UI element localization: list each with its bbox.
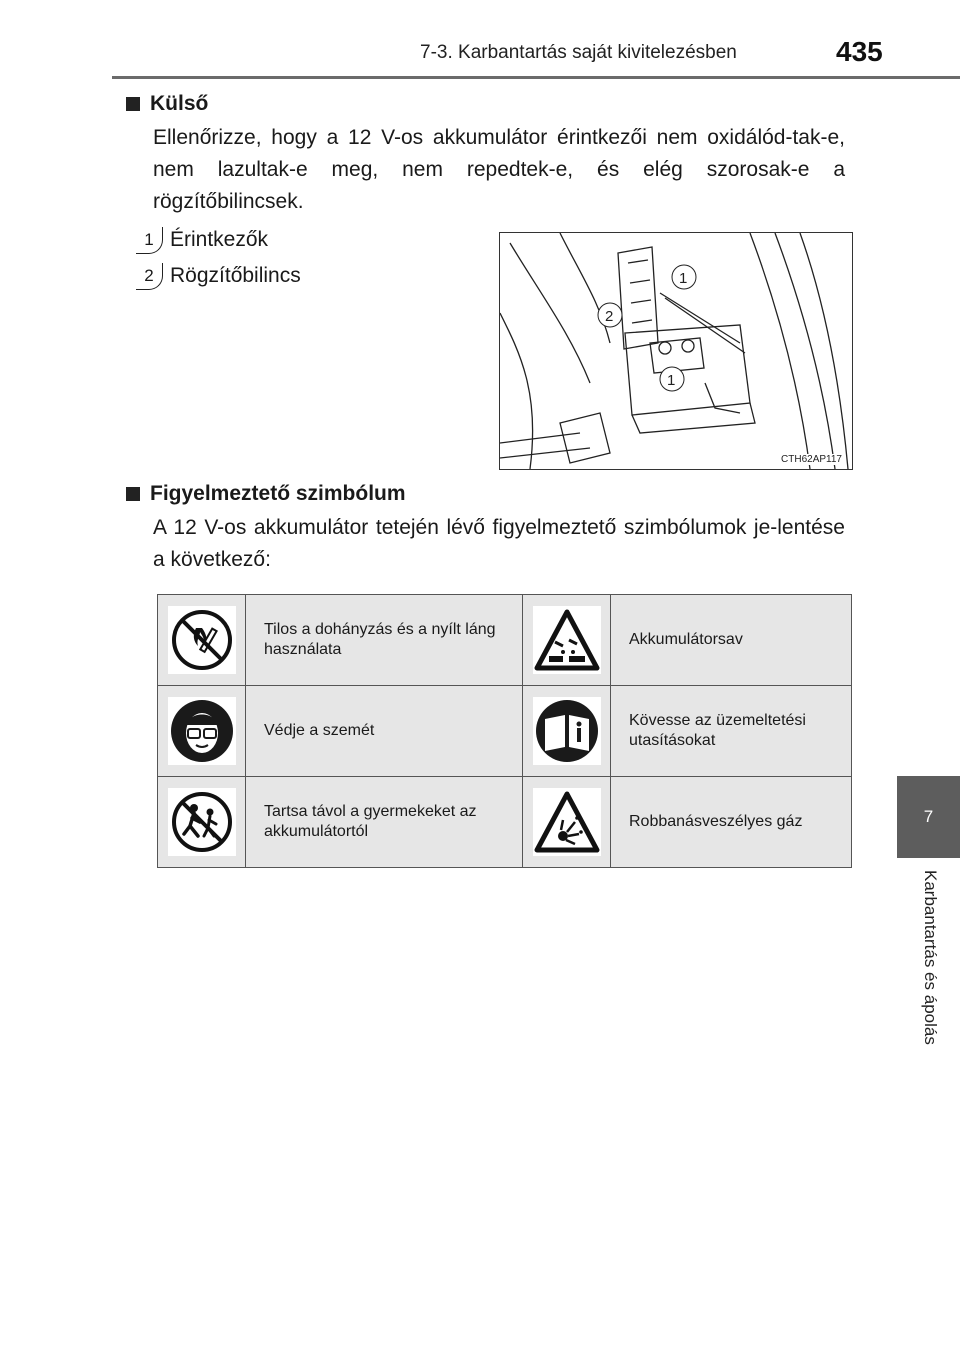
page-number: 435 [836,36,883,67]
section-heading-text: Külső [150,92,209,115]
symbol-description: Védje a szemét [246,686,523,777]
legend-item-clamp [140,264,301,288]
callout-number: 1 [140,228,158,252]
square-bullet-icon [126,487,140,501]
header-rule [112,76,960,79]
legend-item-contacts [140,228,268,252]
symbol-description: Kövesse az üzemeltetési utasításokat [611,686,852,777]
symbol-description: Tilos a dohányzás és a nyílt láng használata [246,595,523,686]
callout-number: 2 [140,264,158,288]
figure-code: CTH62AP117 [781,454,842,465]
table-row [158,686,852,777]
table-row [158,777,852,868]
chapter-number: 7 [923,807,934,826]
section-heading-symbols [126,482,406,506]
square-bullet-icon [126,97,140,111]
legend-label: Rögzítőbilincs [170,264,301,287]
read-manual-icon [533,697,601,765]
battery-illustration [499,232,853,470]
legend-label: Érintkezők [170,228,269,251]
chapter-tab [897,776,960,858]
figure-callout: 2 [605,308,614,325]
battery-acid-warning-icon [533,606,601,674]
symbol-description: Tartsa távol a gyermekeket az akkumulátortól [246,777,523,868]
table-row [158,595,852,686]
warning-symbols-table [157,594,852,868]
running-header: 7-3. Karbantartás saját kivitelezésben [420,42,737,63]
symbol-description: Akkumulátorsav [611,595,852,686]
no-smoking-flame-icon [168,606,236,674]
eye-protection-icon [168,697,236,765]
chapter-label: Karbantartás és ápolás [921,870,940,1045]
section-paragraph: Ellenőrizze, hogy a 12 V-os akkumulátor érintkezői nem oxidálód-tak-e, nem lazultak-e meg, nem repedtek-e, és elég szorosak-e a rögzítőbilincsek. [153,126,845,213]
battery-drawing [500,233,852,469]
symbol-description: Robbanásveszélyes gáz [611,777,852,868]
section-paragraph: A 12 V-os akkumulátor tetején lévő figyelmeztető szimbólumok je-lentése a következő: [153,516,845,571]
figure-callout: 1 [679,270,688,287]
section-heading-text: Figyelmeztető szimbólum [150,482,406,505]
keep-children-away-icon [168,788,236,856]
explosive-gas-warning-icon [533,788,601,856]
figure-callout: 1 [667,372,676,389]
section-heading-exterior [126,92,208,116]
